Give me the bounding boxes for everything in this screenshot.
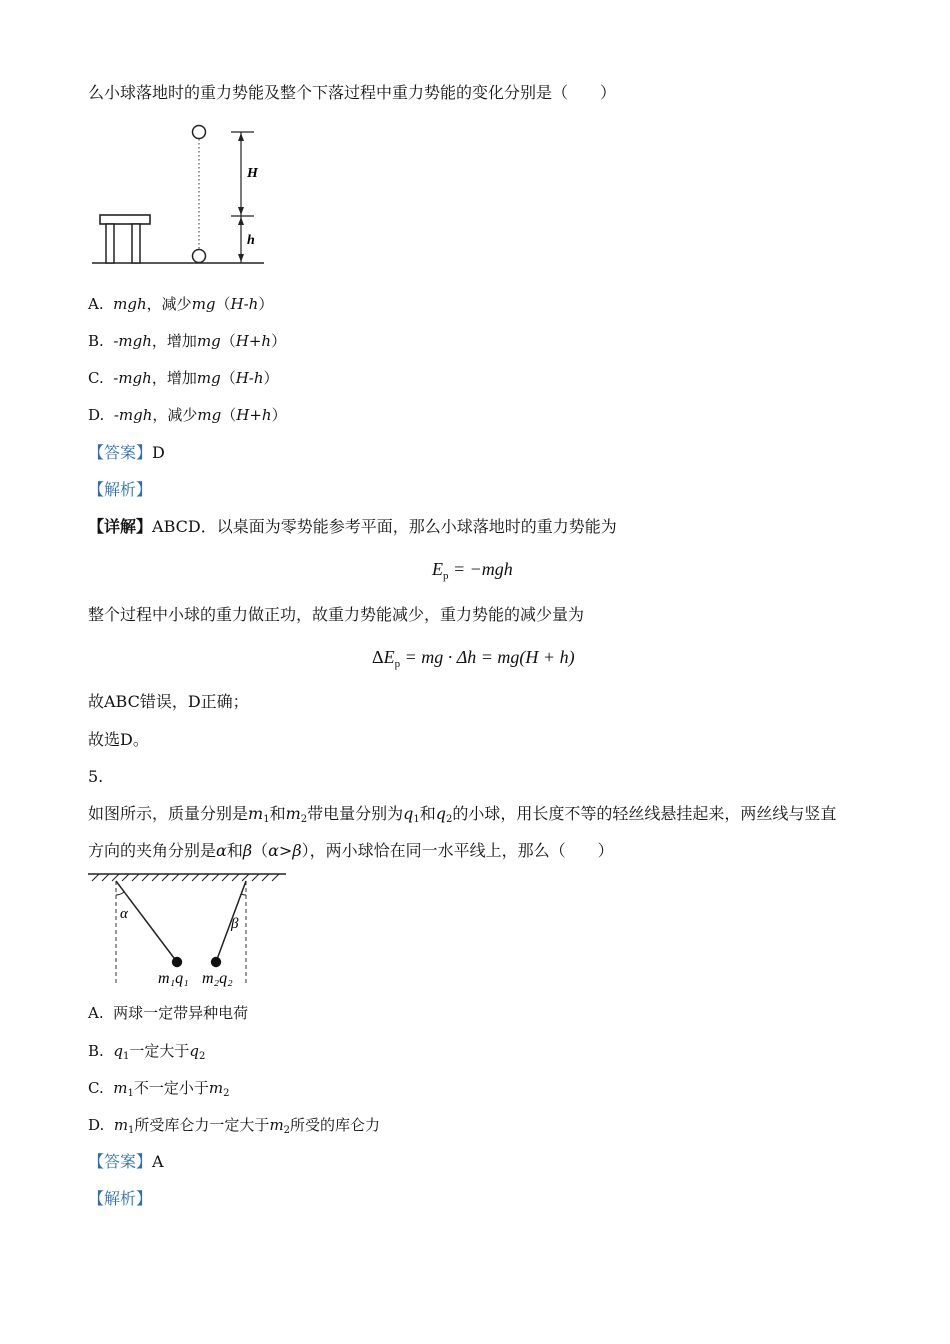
q5-answer-line	[88, 1151, 164, 1173]
label-alpha: α	[120, 906, 128, 922]
work-explanation: 整个过程中小球的重力做正功，故重力势能减少，重力势能的减少量为	[88, 605, 585, 624]
falling-ball-figure	[88, 118, 268, 270]
ball-bottom	[193, 250, 206, 263]
detail-line: 【详解】ABCD．以桌面为零势能参考平面，那么小球落地时的重力势能为	[88, 517, 617, 536]
arrow-h-up-icon	[238, 217, 244, 225]
q5-answer-value: A	[152, 1152, 164, 1171]
charge-ball-1	[172, 957, 182, 967]
equation-potential-energy: $E_p = -mgh$	[432, 559, 513, 582]
q5-analysis-heading: 【解析】	[88, 1189, 153, 1208]
q5-option-c: C. $m_1$不一定小于$m_2$	[88, 1079, 230, 1099]
option-b: B. -mgh，增加mg（H+h）	[88, 332, 287, 350]
choice-line: 故选D。	[88, 730, 149, 749]
label-m2q2: m₂q₂	[202, 970, 233, 987]
q5-option-a: A. 两球一定带异种电荷	[88, 1004, 249, 1022]
table-leg-left	[106, 224, 114, 263]
conclusion-line: 故ABC错误，D正确；	[88, 692, 249, 711]
label-m1q1: m₁q₁	[158, 970, 189, 987]
hanging-charges-figure	[86, 868, 291, 993]
q5-stem-line-2: 方向的夹角分别是α和β（α>β），两小球恰在同一水平线上，那么（ ）	[88, 841, 614, 860]
q5-answer-tag: 【答案】	[88, 1152, 153, 1171]
equation-energy-change: $\Delta E_p$ = mg · Δh = mg(H + h)	[372, 647, 575, 670]
answer-value: D	[152, 443, 165, 462]
answer-line	[88, 442, 165, 464]
table-leg-right	[132, 224, 140, 263]
arrow-H-up-icon	[238, 133, 244, 141]
angle-arc-beta	[241, 894, 246, 895]
label-H: H	[247, 166, 258, 181]
answer-tag: 【答案】	[88, 443, 153, 462]
charge-ball-2	[211, 957, 221, 967]
option-d: D. -mgh，减少mg（H+h）	[88, 406, 287, 424]
arrow-h-down-icon	[238, 254, 244, 262]
label-beta: β	[231, 916, 239, 932]
ceiling-hatching	[92, 874, 279, 881]
angle-arc-alpha	[116, 892, 124, 895]
option-a: A. mgh，减少mg（H-h）	[88, 295, 274, 313]
detail-tag: 【详解】	[88, 517, 153, 536]
analysis-heading: 【解析】	[88, 480, 153, 499]
question-stem-tail: 么小球落地时的重力势能及整个下落过程中重力势能的变化分别是（ ）	[88, 83, 617, 102]
ball-top	[193, 126, 206, 139]
option-c: C. -mgh，增加mg（H-h）	[88, 369, 279, 387]
q5-option-d: D. $m_1$所受库仑力一定大于$m_2$所受的库仑力	[88, 1116, 381, 1136]
arrow-H-down-icon	[238, 207, 244, 215]
q5-option-b: B. $q_1$一定大于$q_2$	[88, 1042, 206, 1062]
q5-stem-line-1: 如图所示，质量分别是m1和m2带电量分别为q1和q2的小球，用长度不等的轻丝线悬挂起来，两丝线与竖直	[88, 804, 837, 825]
label-h: h	[247, 233, 255, 248]
question-number: 5.	[88, 767, 104, 786]
table-top	[100, 215, 150, 224]
